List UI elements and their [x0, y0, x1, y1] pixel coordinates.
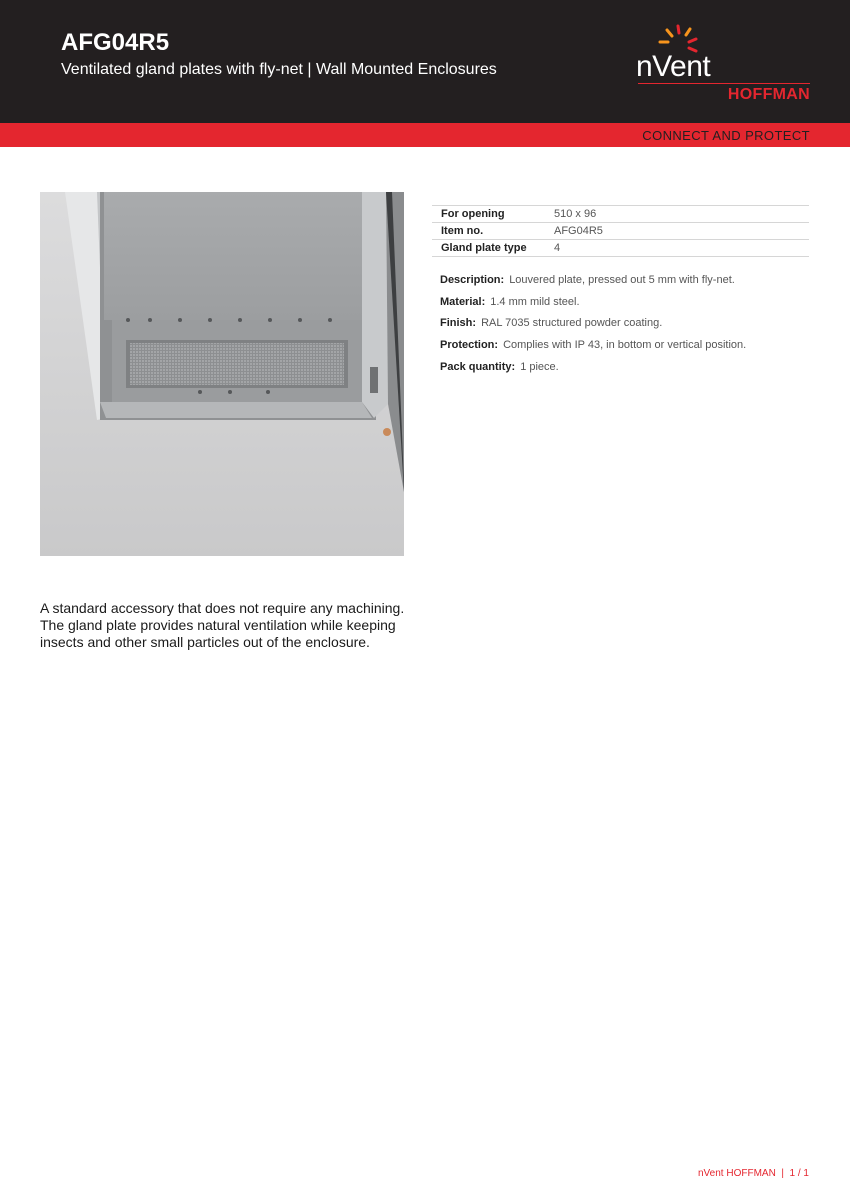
tagline-bar [0, 123, 850, 147]
product-title: AFG04R5 [61, 29, 170, 56]
detail-label: Protection: [440, 339, 499, 352]
detail-value: 1.4 mm mild steel. [490, 295, 580, 308]
spec-value: AFG04R5 [545, 223, 809, 240]
tagline: CONNECT AND PROTECT [642, 128, 810, 143]
spec-value: 510 x 96 [545, 206, 809, 223]
nvent-hoffman-logo [636, 20, 816, 108]
spec-label: Item no. [432, 223, 545, 240]
spec-label: For opening [432, 206, 545, 223]
detail-value: Complies with IP 43, in bottom or vertical position. [503, 339, 747, 352]
detail-label: Pack quantity: [440, 360, 516, 373]
spec-table [432, 205, 809, 257]
page-footer [698, 1168, 809, 1179]
logo-brand: HOFFMAN [727, 86, 810, 103]
product-image [40, 192, 404, 556]
product-subtitle: Ventilated gland plates with fly-net | Wall Mounted Enclosures [61, 61, 497, 78]
detail-value: 1 piece. [520, 360, 559, 373]
spec-row [432, 223, 809, 240]
product-details [440, 273, 810, 381]
spec-row [432, 240, 809, 257]
footer-separator: | [778, 1168, 787, 1179]
detail-pack-quantity [440, 360, 810, 382]
intro-paragraph: A standard accessory that does not require any machining. The gland plate provides natural ventilation while keeping insects and other small particles out of the enclosure. [40, 600, 405, 650]
detail-description [440, 273, 810, 295]
spec-row [432, 206, 809, 223]
detail-material [440, 295, 810, 317]
logo-divider [638, 83, 810, 84]
detail-label: Material: [440, 295, 486, 308]
logo-wordmark: nVent [636, 50, 711, 83]
detail-finish [440, 316, 810, 338]
spec-value: 4 [545, 240, 809, 257]
spec-label: Gland plate type [432, 240, 545, 257]
detail-value: Louvered plate, pressed out 5 mm with fly-net. [509, 274, 735, 286]
footer-brand: nVent HOFFMAN [698, 1168, 776, 1179]
page-number: 1 / 1 [789, 1168, 809, 1179]
detail-label: Description: [440, 274, 505, 286]
header [0, 0, 850, 123]
detail-value: RAL 7035 structured powder coating. [481, 317, 663, 330]
detail-label: Finish: [440, 317, 477, 330]
detail-protection [440, 338, 810, 360]
